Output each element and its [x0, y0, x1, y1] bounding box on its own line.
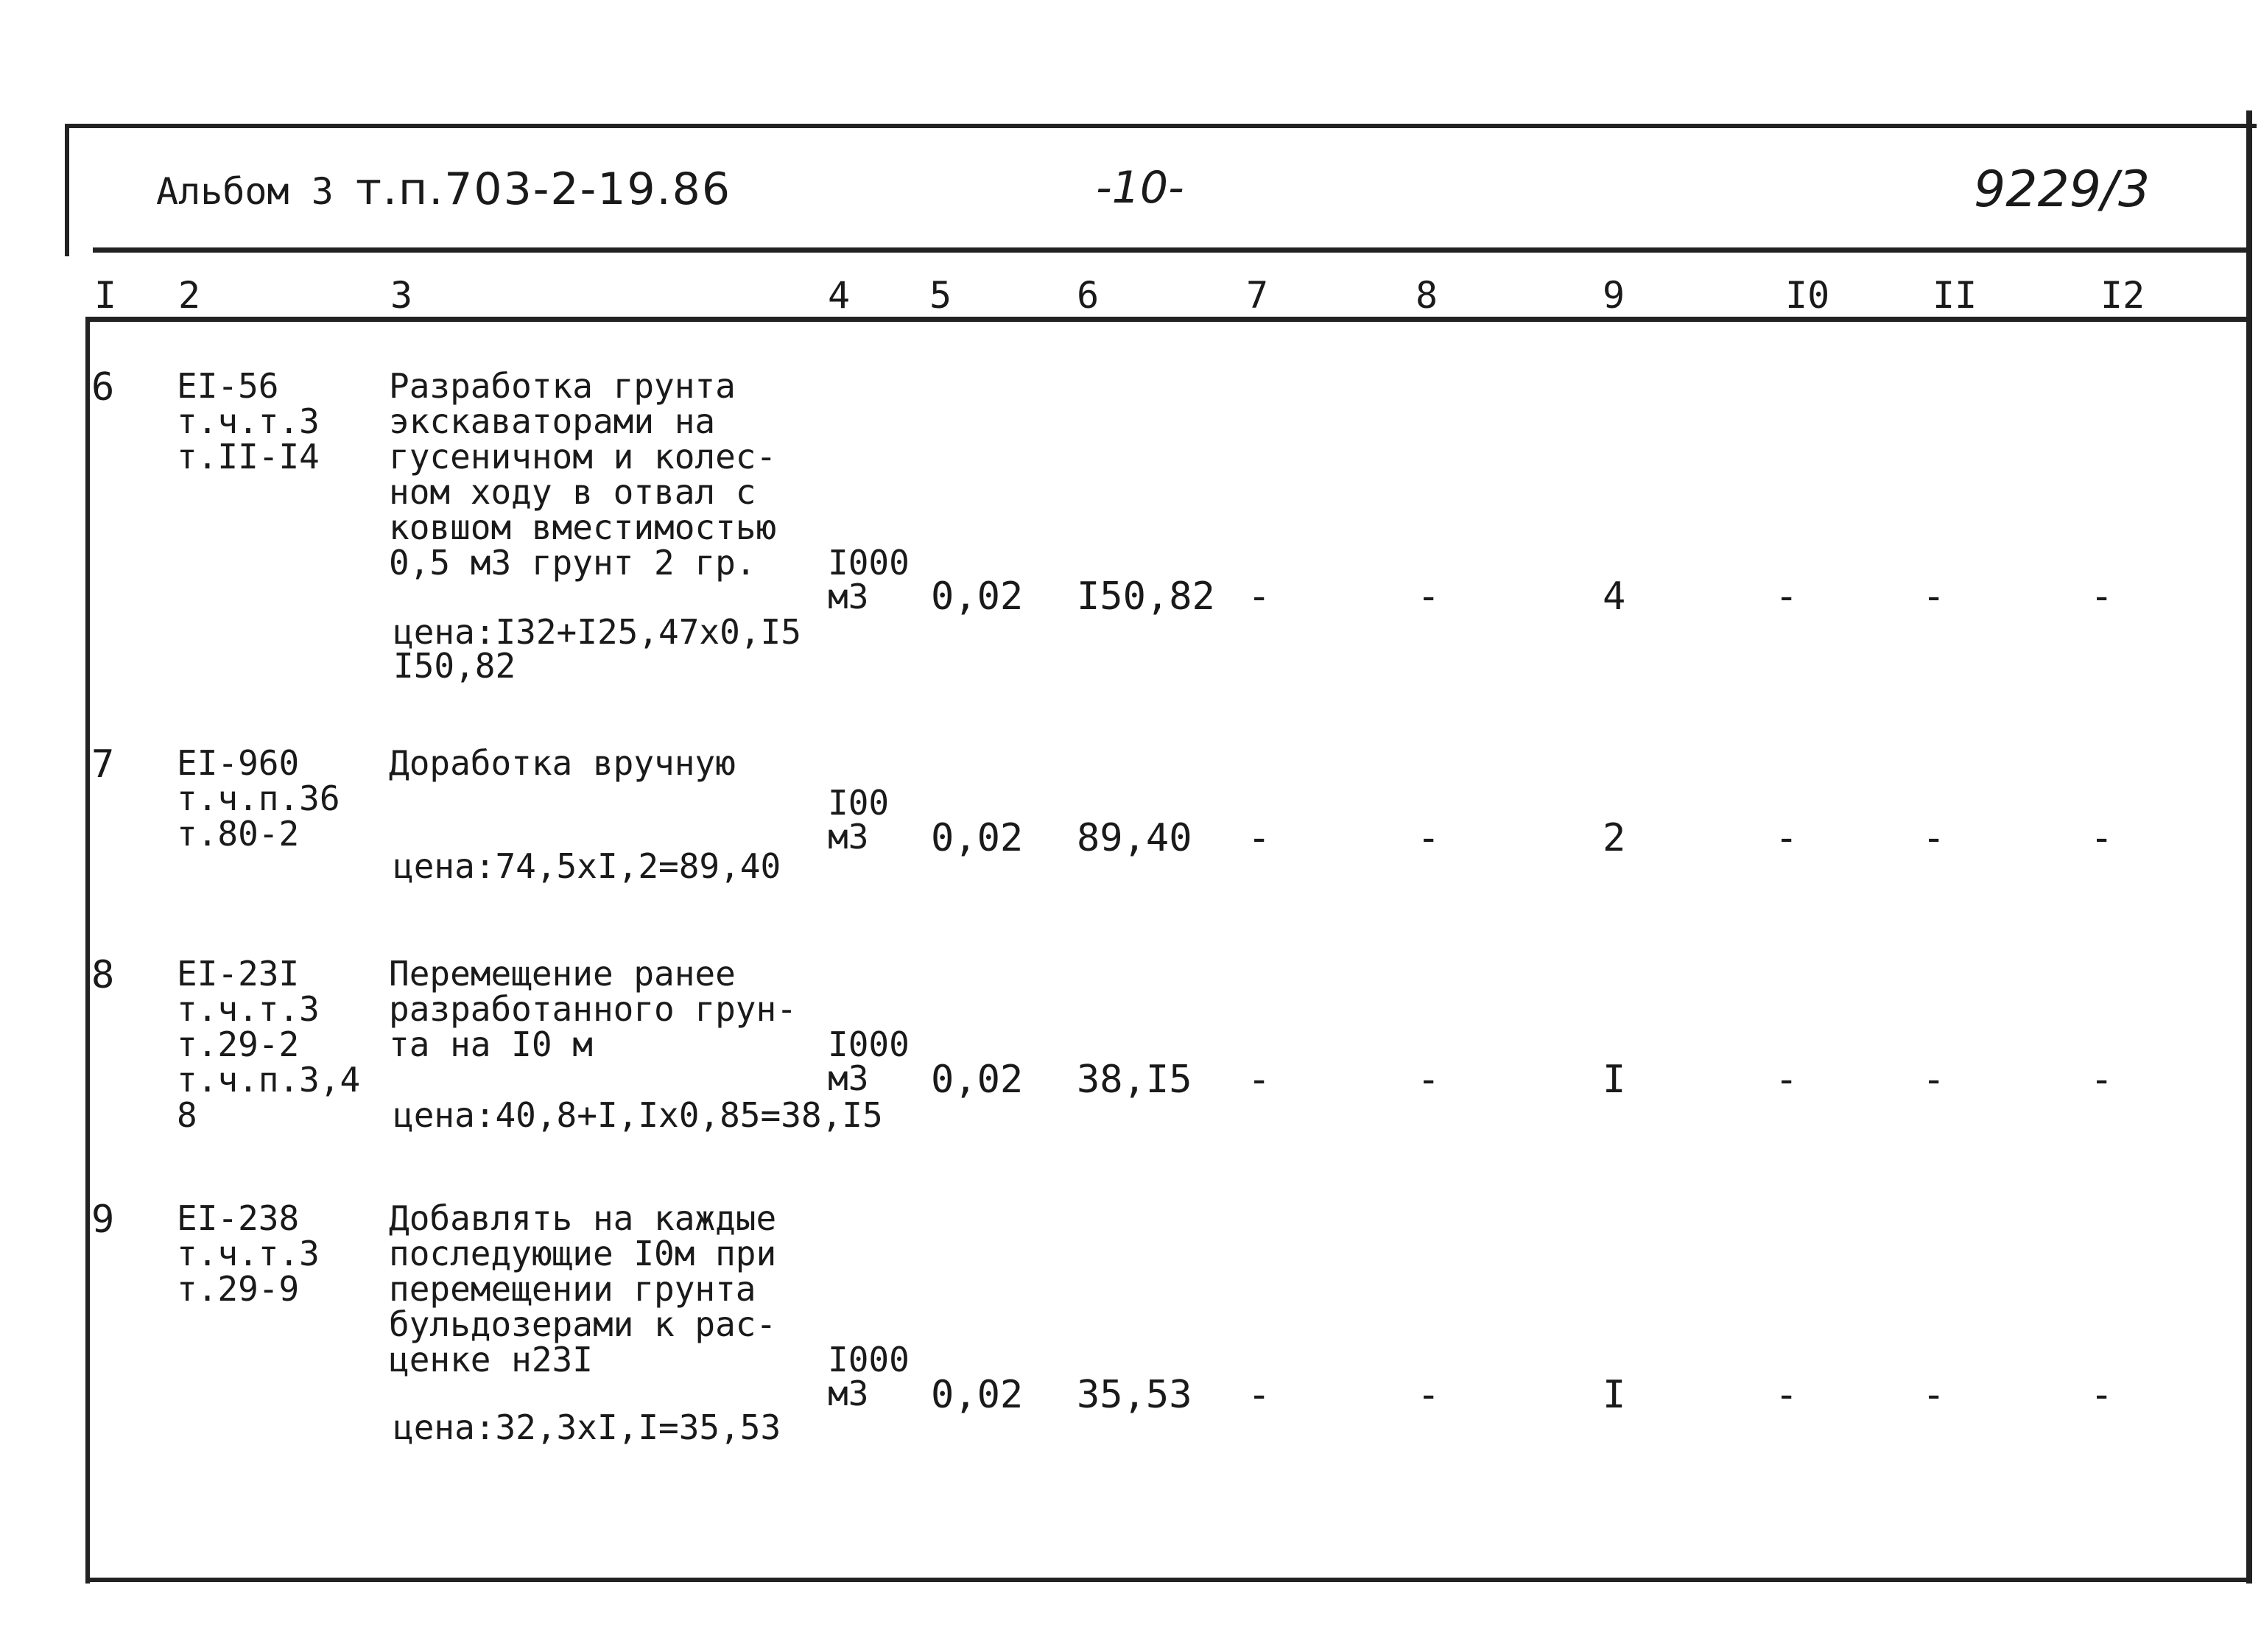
unit-line: м3	[828, 1058, 869, 1098]
description-line: ковшом вместимостью	[389, 507, 777, 547]
col12-value: -	[2090, 816, 2114, 860]
code-line: т.29-2	[177, 1024, 300, 1064]
col12-value: -	[2090, 574, 2114, 619]
quantity: 0,02	[931, 1058, 1024, 1102]
col11-value: -	[1922, 816, 1946, 860]
col8-value: -	[1417, 816, 1441, 860]
col8-value: -	[1417, 1058, 1441, 1102]
quantity: 0,02	[931, 574, 1024, 619]
code-line: EI-56	[177, 366, 279, 406]
col11-value: -	[1922, 1373, 1946, 1417]
price-line: I50,82	[393, 646, 516, 686]
code-line: EI-960	[177, 743, 300, 783]
album-label: Альбом 3	[156, 170, 334, 213]
price-line: цена:74,5xI,2=89,40	[393, 846, 781, 886]
description-line: Добавлять на каждые	[389, 1198, 777, 1238]
description-line: 0,5 м3 грунт 2 гр.	[389, 543, 756, 583]
code-line: EI-238	[177, 1198, 300, 1238]
column-number: 2	[178, 274, 201, 317]
description-line: экскаваторами на	[389, 401, 716, 441]
code-line: 8	[177, 1095, 197, 1135]
col10-value: -	[1775, 1058, 1798, 1102]
description-line: Перемещение ранее	[389, 954, 736, 994]
col9-value: 2	[1603, 816, 1626, 860]
col10-value: -	[1775, 574, 1798, 619]
col7-value: -	[1248, 1373, 1271, 1417]
column-number: 8	[1416, 274, 1438, 317]
code-line: т.ч.п.3,4	[177, 1060, 361, 1100]
unit-line: I000	[828, 1024, 910, 1064]
code-line: т.ч.т.3	[177, 401, 320, 441]
page-number: -10-	[1096, 162, 1184, 214]
col9-value: 4	[1603, 574, 1626, 619]
frame-top-border	[65, 124, 2257, 128]
code-line: т.29-9	[177, 1269, 300, 1309]
description-line: ценке н23I	[389, 1340, 593, 1379]
cost: 38,I5	[1077, 1058, 1192, 1102]
row-number: 7	[91, 742, 115, 787]
album-header	[156, 164, 731, 215]
description-line: Доработка вручную	[389, 743, 736, 783]
code-line: т.80-2	[177, 814, 300, 854]
column-header-divider	[85, 317, 2252, 322]
description-line: разработанного грун-	[389, 989, 797, 1029]
column-number: 5	[929, 274, 952, 317]
description-line: перемещении грунта	[389, 1269, 756, 1309]
unit-line: м3	[828, 1374, 869, 1413]
col8-value: -	[1417, 1373, 1441, 1417]
unit-line: I000	[828, 1340, 910, 1379]
cost: I50,82	[1077, 574, 1215, 619]
row-number: 8	[91, 953, 115, 997]
code-line: т.II-I4	[177, 437, 320, 477]
col12-value: -	[2090, 1373, 2114, 1417]
code-line: EI-23I	[177, 954, 300, 994]
project-code: т.п.703-2-19.86	[355, 164, 732, 215]
column-number: 9	[1603, 274, 1625, 317]
quantity: 0,02	[931, 1373, 1024, 1417]
col9-value: I	[1603, 1058, 1626, 1102]
row-number: 6	[91, 365, 115, 410]
description-line: та на I0 м	[389, 1024, 593, 1064]
cost: 89,40	[1077, 816, 1192, 860]
col10-value: -	[1775, 1373, 1798, 1417]
cost: 35,53	[1077, 1373, 1192, 1417]
price-line: цена:I32+I25,47x0,I5	[393, 612, 801, 652]
column-number: 4	[828, 274, 851, 317]
description-line: последующие I0м при	[389, 1234, 777, 1273]
quantity: 0,02	[931, 816, 1024, 860]
description-line: Разработка грунта	[389, 366, 736, 406]
price-line: цена:32,3xI,I=35,53	[393, 1407, 781, 1447]
unit-line: I000	[828, 543, 910, 583]
column-number: 3	[390, 274, 413, 317]
column-number: 6	[1077, 274, 1100, 317]
col9-value: I	[1603, 1373, 1626, 1417]
row-number: 9	[91, 1198, 115, 1242]
code-line: т.ч.т.3	[177, 989, 320, 1029]
document-number: 9229/3	[1974, 161, 2151, 219]
col7-value: -	[1248, 574, 1271, 619]
code-line: т.ч.п.36	[177, 778, 340, 818]
unit-line: м3	[828, 817, 869, 857]
unit-line: м3	[828, 577, 869, 616]
col8-value: -	[1417, 574, 1441, 619]
column-number: I	[94, 274, 117, 317]
description-line: гусеничном и колес-	[389, 437, 777, 477]
description-line: ном ходу в отвал с	[389, 472, 756, 512]
frame-bottom-border	[85, 1578, 2252, 1582]
frame-right-border	[2246, 110, 2252, 1584]
column-number: 7	[1246, 274, 1269, 317]
description-line: бульдозерами к рас-	[389, 1304, 777, 1344]
column-number: II	[1933, 274, 1977, 317]
col10-value: -	[1775, 816, 1798, 860]
code-line: т.ч.т.3	[177, 1234, 320, 1273]
col7-value: -	[1248, 1058, 1271, 1102]
unit-line: I00	[828, 783, 890, 823]
col12-value: -	[2090, 1058, 2114, 1102]
col11-value: -	[1922, 1058, 1946, 1102]
col7-value: -	[1248, 816, 1271, 860]
header-divider	[93, 247, 2252, 253]
frame-left-border	[65, 124, 69, 256]
col11-value: -	[1922, 574, 1946, 619]
price-line: цена:40,8+I,Ix0,85=38,I5	[393, 1095, 883, 1135]
column-number: I0	[1785, 274, 1830, 317]
frame-left-border-lower	[85, 317, 90, 1584]
column-number: I2	[2100, 274, 2145, 317]
